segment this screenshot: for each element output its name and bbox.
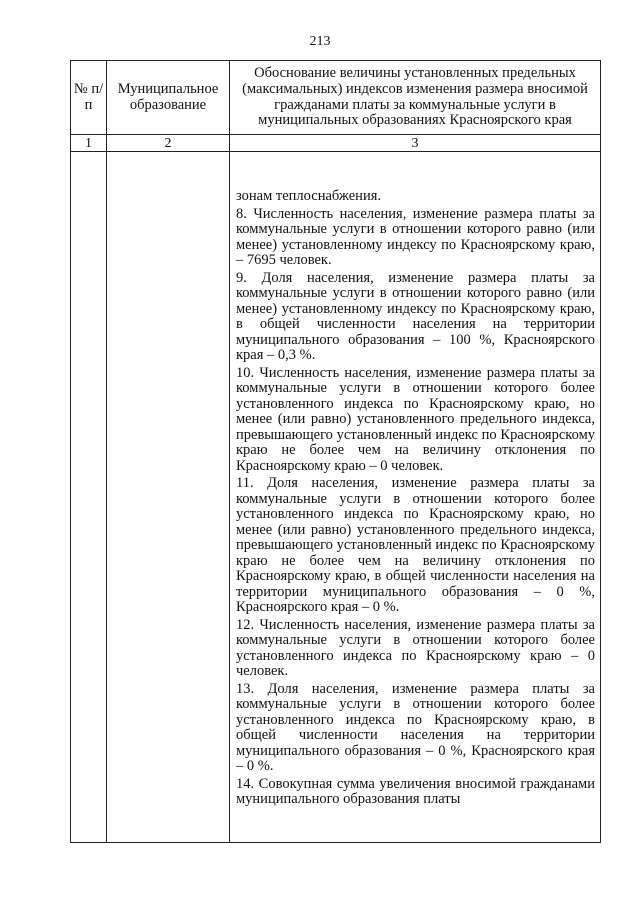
header-number: № п/п bbox=[71, 61, 107, 135]
municipality-cell bbox=[107, 152, 230, 843]
paragraph-item-9: 9. Доля населения, изменение размера платы за коммунальные услуги в отношении которого равно (или менее) установленному индексу по Красноярскому краю, в общей численности населения на территории муниципального образования – 100 %, Красноярского края – 0,3 %. bbox=[236, 269, 595, 364]
paragraph-item-10: 10. Численность населения, изменение размера платы за коммунальные услуги в отношении которого более установленного индекса по Красноярскому краю, но менее (или равно) установленного предельного индекса, превышающего установленный индекс по Красноярскому краю не более чем на величину отклонения по Красноярскому краю – 0 человек. bbox=[236, 364, 595, 474]
justification-cell bbox=[230, 152, 601, 843]
table-row bbox=[71, 152, 601, 843]
column-number-2: 2 bbox=[107, 135, 230, 152]
column-number-3: 3 bbox=[230, 135, 601, 152]
column-numbers-row bbox=[71, 135, 601, 152]
table-header-row bbox=[71, 61, 601, 135]
paragraph-item-11: 11. Доля населения, изменение размера платы за коммунальные услуги в отношении которого более установленного индекса по Красноярскому краю, но менее (или равно) установленного предельного индекса, превышающего установленный индекс по Красноярскому краю не более чем на величину отклонения по Красноярскому краю, в общей численности населения на территории муниципального образования – 0 %, Красноярского края – 0 %. bbox=[236, 475, 595, 616]
paragraph-item-8: 8. Численность населения, изменение размера платы за коммунальные услуги в отношении которого равно (или менее) установленному индексу по Красноярскому краю, – 7695 человек. bbox=[236, 205, 595, 269]
header-municipality: Муниципальное образование bbox=[107, 61, 230, 135]
paragraph-item-12: 12. Численность населения, изменение размера платы за коммунальные услуги в отношении которого более установленного индекса по Красноярскому краю – 0 человек. bbox=[236, 616, 595, 680]
paragraph-item-13: 13. Доля населения, изменение размера платы за коммунальные услуги в отношении которого более установленного индекса по Красноярскому краю, в общей численности населения на территории муниципального образования – 0 %, Красноярского края – 0 %. bbox=[236, 680, 595, 775]
number-cell bbox=[71, 152, 107, 843]
paragraph-item-14: 14. Совокупная сумма увеличения вносимой гражданами муниципального образования платы bbox=[236, 775, 595, 808]
header-justification: Обоснование величины установленных предельных (максимальных) индексов изменения размера вносимой гражданами платы за коммунальные услуги в муниципальных образованиях Красноярского края bbox=[230, 61, 601, 135]
page-number: 213 bbox=[309, 34, 331, 49]
justification-table bbox=[70, 60, 601, 843]
paragraph-continuation: зонам теплоснабжения. bbox=[236, 188, 381, 205]
column-number-1: 1 bbox=[71, 135, 107, 152]
